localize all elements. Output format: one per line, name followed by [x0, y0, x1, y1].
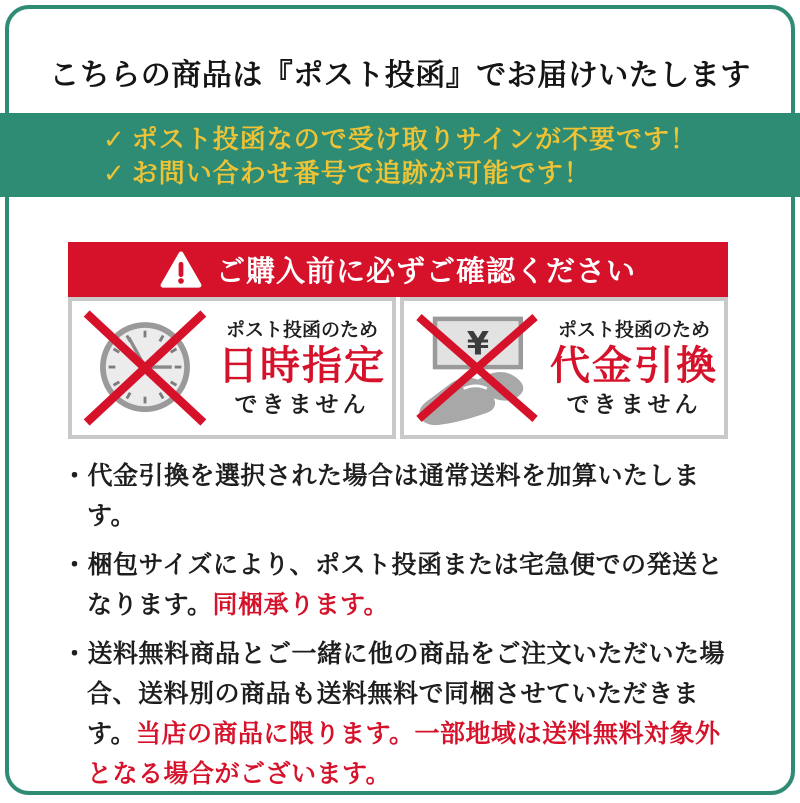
card-title: 代金引換 [550, 343, 718, 388]
benefits-list [103, 122, 697, 190]
card-note: ポスト投函のため [225, 319, 378, 341]
card-suffix: できません [234, 390, 370, 417]
page-title: こちらの商品は『ポスト投函』でお届けいたします [49, 59, 751, 92]
benefit-item [103, 156, 697, 190]
clock-icon [78, 302, 212, 434]
note-text: 梱包サイズにより、ポスト投函または宅急便での発送となります。 [87, 551, 724, 619]
bullet: ・ [62, 462, 88, 490]
note-item [62, 634, 740, 794]
note-text: 送料無料商品とご一緒に他の商品をご注文いただいた場合、送料別の商品も送料無料で同梱させていただきます。 [87, 640, 726, 748]
card-suffix: できません [566, 390, 702, 417]
checkmark-icon: ✓ [103, 124, 126, 154]
restriction-cards [68, 297, 728, 439]
note-item [62, 456, 740, 536]
note-text-emphasis: 同梱承ります。 [212, 591, 390, 619]
warning-triangle-icon [160, 251, 202, 289]
card-title: 日時指定 [218, 343, 386, 388]
bullet: ・ [62, 640, 88, 668]
benefit-item [103, 122, 697, 156]
confirm-banner-label: ご購入前に必ずご確認ください [215, 256, 636, 288]
benefit-label: お問い合わせ番号で追跡が可能です！ [131, 158, 591, 188]
note-text: 代金引換を選択された場合は通常送料を加算いたします。 [87, 462, 700, 530]
checkmark-icon: ✓ [103, 158, 126, 188]
note-text-emphasis: 当店の商品に限ります。一部地域は送料無料対象外となる場合がございます。 [87, 720, 721, 788]
benefits-band [0, 113, 800, 197]
bullet: ・ [62, 551, 88, 579]
notes-list [62, 456, 740, 803]
restriction-card-cod [400, 297, 728, 439]
note-item [62, 545, 740, 625]
svg-text:¥: ¥ [466, 324, 490, 363]
cash-on-delivery-icon [410, 302, 544, 434]
restriction-card-datetime [68, 297, 396, 439]
confirm-banner [68, 242, 728, 297]
card-text [550, 318, 718, 419]
benefit-label: ポスト投函なので受け取りサインが不要です！ [131, 124, 697, 154]
card-note: ポスト投函のため [557, 319, 710, 341]
card-text [218, 318, 386, 419]
